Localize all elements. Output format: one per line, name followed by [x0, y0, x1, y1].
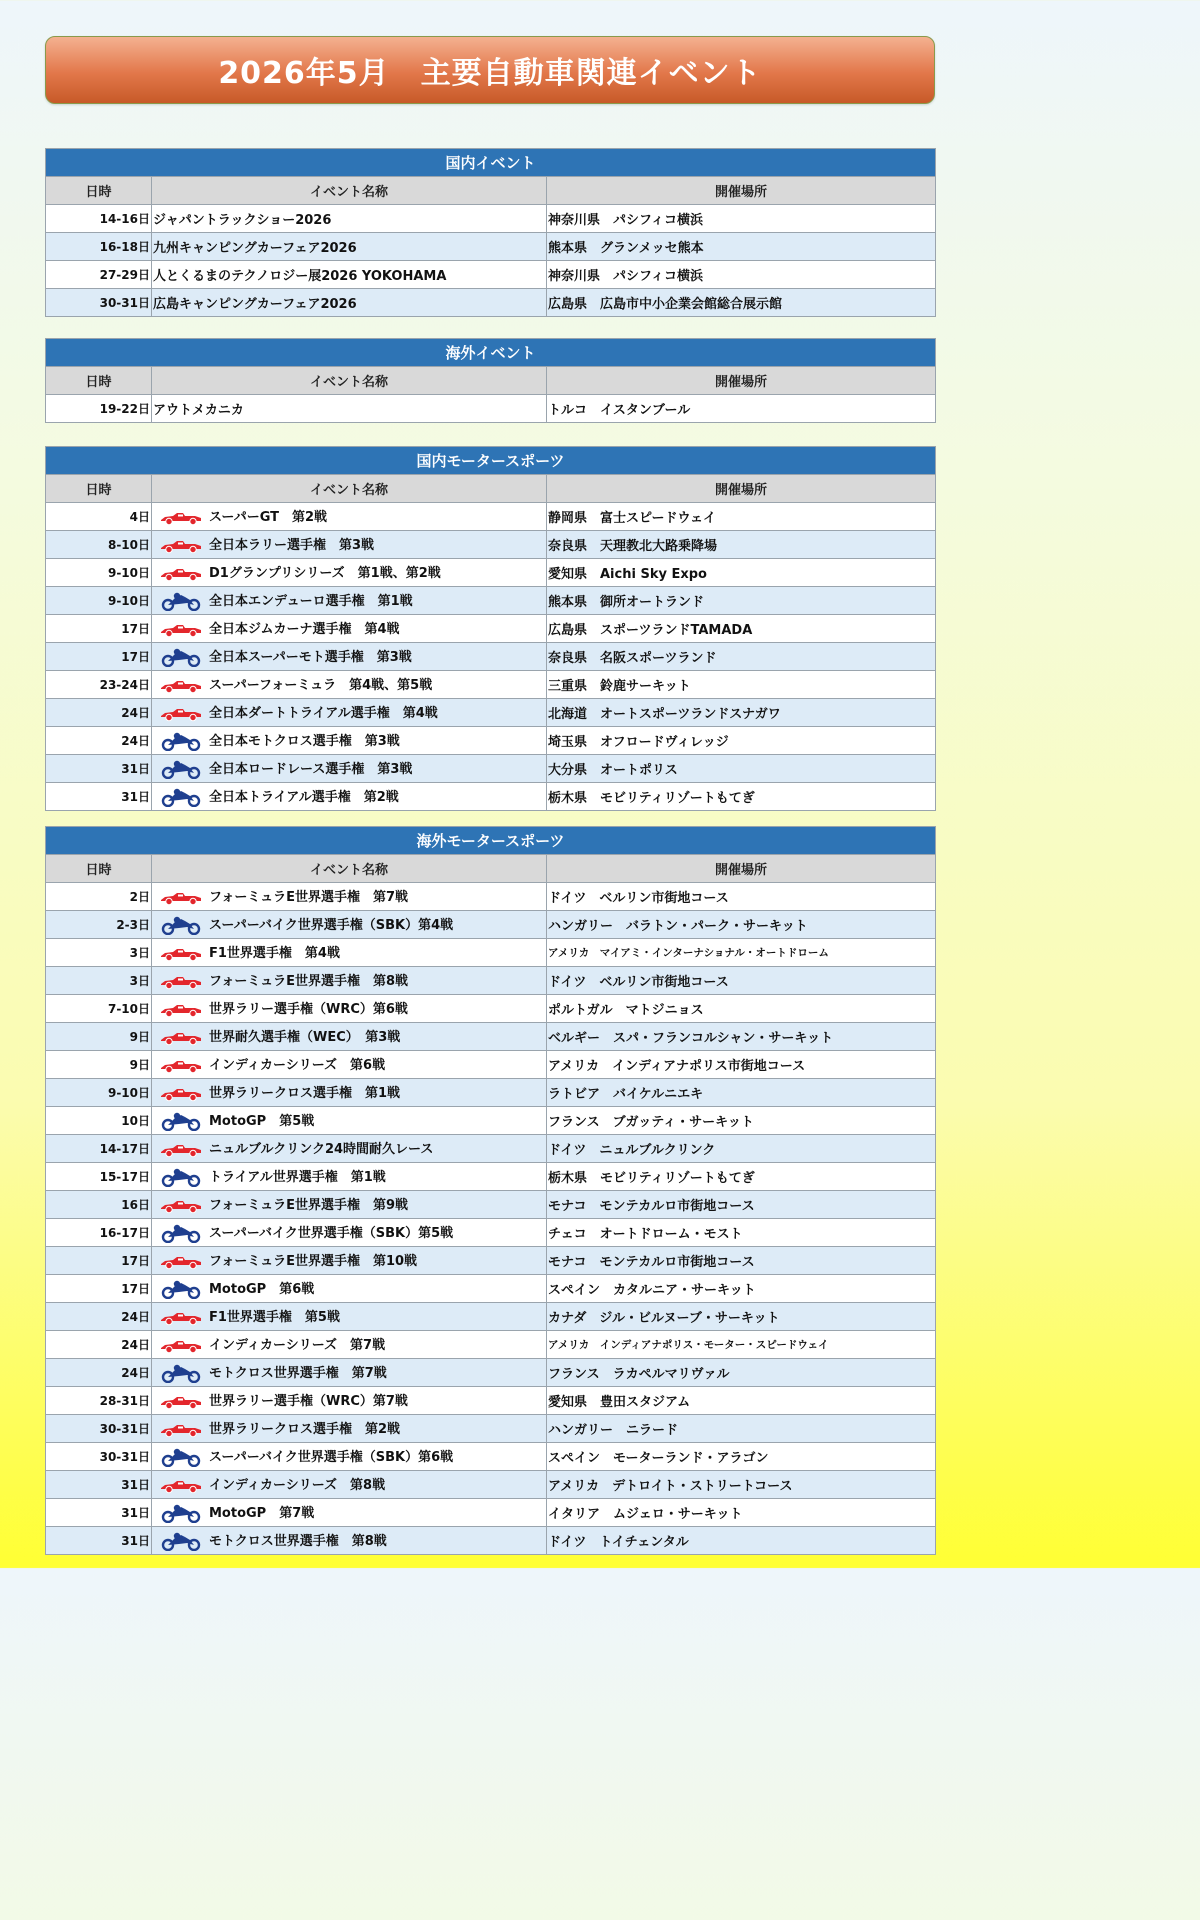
- event-venue: 愛知県 豊田スタジアム: [547, 1387, 936, 1415]
- event-name: スーパーバイク世界選手権（SBK）第6戦: [209, 1449, 454, 1465]
- event-name-cell: [152, 1163, 547, 1191]
- event-date: 3日: [46, 939, 152, 967]
- column-header-name: イベント名称: [152, 177, 547, 205]
- table-row: [46, 1135, 936, 1163]
- event-name: 全日本ジムカーナ選手権 第4戦: [209, 621, 400, 637]
- event-date: 31日: [46, 1499, 152, 1527]
- event-date: 14-16日: [46, 205, 152, 233]
- event-date: 30-31日: [46, 1415, 152, 1443]
- event-name-cell: [152, 205, 547, 233]
- event-name-cell: [152, 699, 547, 727]
- event-name: MotoGP 第5戦: [209, 1113, 315, 1129]
- event-venue: フランス ブガッティ・サーキット: [547, 1107, 936, 1135]
- event-name: インディカーシリーズ 第8戦: [209, 1477, 386, 1493]
- event-name-cell: [152, 233, 547, 261]
- event-name-cell: [152, 1023, 547, 1051]
- event-venue: 神奈川県 パシフィコ横浜: [547, 205, 936, 233]
- table-row: [46, 995, 936, 1023]
- event-name-cell: [152, 1191, 547, 1219]
- event-date: 24日: [46, 1331, 152, 1359]
- table-row: [46, 1499, 936, 1527]
- event-venue: トルコ イスタンブール: [547, 395, 936, 423]
- table-row: [46, 289, 936, 317]
- event-venue: 熊本県 御所オートランド: [547, 587, 936, 615]
- event-venue: フランス ラカペルマリヴァル: [547, 1359, 936, 1387]
- events-table: [45, 446, 936, 811]
- section-title: 国内イベント: [46, 149, 936, 177]
- events-table: [45, 338, 936, 423]
- event-date: 14-17日: [46, 1135, 152, 1163]
- event-venue: ドイツ ベルリン市街地コース: [547, 967, 936, 995]
- event-name: MotoGP 第6戦: [209, 1281, 315, 1297]
- table-row: [46, 643, 936, 671]
- column-header-venue: 開催場所: [547, 855, 936, 883]
- table-row: [46, 911, 936, 939]
- car-icon: [159, 535, 203, 555]
- event-name-cell: [152, 1051, 547, 1079]
- car-icon: [159, 1195, 203, 1215]
- motorcycle-icon: [159, 1503, 203, 1523]
- event-venue: ドイツ ニュルブルクリンク: [547, 1135, 936, 1163]
- table-row: [46, 727, 936, 755]
- column-header-name: イベント名称: [152, 475, 547, 503]
- table-row: [46, 1303, 936, 1331]
- event-name: モトクロス世界選手権 第7戦: [209, 1365, 387, 1381]
- event-name-cell: [152, 395, 547, 423]
- event-name-cell: [152, 1527, 547, 1555]
- event-venue: 栃木県 モビリティリゾートもてぎ: [547, 1163, 936, 1191]
- table-row: [46, 783, 936, 811]
- event-venue: ドイツ トイチェンタル: [547, 1527, 936, 1555]
- event-date: 30-31日: [46, 1443, 152, 1471]
- car-icon: [159, 887, 203, 907]
- event-name-cell: [152, 1107, 547, 1135]
- page-title: 2026年5月 主要自動車関連イベント: [45, 36, 935, 104]
- table-row: [46, 1023, 936, 1051]
- event-name: D1グランプリシリーズ 第1戦、第2戦: [209, 565, 441, 581]
- event-name: スーパーバイク世界選手権（SBK）第5戦: [209, 1225, 454, 1241]
- event-venue: 静岡県 富士スピードウェイ: [547, 503, 936, 531]
- table-row: [46, 1079, 936, 1107]
- event-name: F1世界選手権 第5戦: [209, 1309, 340, 1325]
- event-name: 全日本ラリー選手権 第3戦: [209, 537, 375, 553]
- column-header-date: 日時: [46, 475, 152, 503]
- event-name-cell: [152, 1443, 547, 1471]
- event-date: 9-10日: [46, 559, 152, 587]
- table-row: [46, 261, 936, 289]
- motorcycle-icon: [159, 1167, 203, 1187]
- event-date: 17日: [46, 1275, 152, 1303]
- event-date: 31日: [46, 1527, 152, 1555]
- motorcycle-icon: [159, 1363, 203, 1383]
- event-date: 7-10日: [46, 995, 152, 1023]
- event-name-cell: [152, 1471, 547, 1499]
- event-name: インディカーシリーズ 第6戦: [209, 1057, 386, 1073]
- car-icon: [159, 1335, 203, 1355]
- column-header-venue: 開催場所: [547, 177, 936, 205]
- table-row: [46, 883, 936, 911]
- motorcycle-icon: [159, 647, 203, 667]
- event-date: 15-17日: [46, 1163, 152, 1191]
- event-date: 10日: [46, 1107, 152, 1135]
- event-name-cell: [152, 531, 547, 559]
- event-venue: 愛知県 Aichi Sky Expo: [547, 559, 936, 587]
- car-icon: [159, 971, 203, 991]
- event-name: トライアル世界選手権 第1戦: [209, 1169, 386, 1185]
- table-row: [46, 559, 936, 587]
- event-name: スーパーGT 第2戦: [209, 509, 328, 525]
- event-date: 28-31日: [46, 1387, 152, 1415]
- event-name: フォーミュラE世界選手権 第7戦: [209, 889, 409, 905]
- section-domestic-motorsports: [45, 446, 935, 811]
- event-name: 世界耐久選手権（WEC） 第3戦: [209, 1029, 401, 1045]
- table-row: [46, 1107, 936, 1135]
- event-date: 17日: [46, 615, 152, 643]
- event-venue: ポルトガル マトジニョス: [547, 995, 936, 1023]
- table-row: [46, 205, 936, 233]
- event-name: 世界ラリークロス選手権 第1戦: [209, 1085, 401, 1101]
- event-venue: 三重県 鈴鹿サーキット: [547, 671, 936, 699]
- event-venue: スペイン モーターランド・アラゴン: [547, 1443, 936, 1471]
- event-venue: アメリカ デトロイト・ストリートコース: [547, 1471, 936, 1499]
- event-venue: ハンガリー バラトン・パーク・サーキット: [547, 911, 936, 939]
- car-icon: [159, 1139, 203, 1159]
- motorcycle-icon: [159, 1111, 203, 1131]
- event-name-cell: [152, 587, 547, 615]
- motorcycle-icon: [159, 1279, 203, 1299]
- motorcycle-icon: [159, 1447, 203, 1467]
- car-icon: [159, 1307, 203, 1327]
- event-date: 2-3日: [46, 911, 152, 939]
- table-row: [46, 1275, 936, 1303]
- column-header-venue: 開催場所: [547, 475, 936, 503]
- event-date: 24日: [46, 1359, 152, 1387]
- event-date: 31日: [46, 1471, 152, 1499]
- event-date: 16-17日: [46, 1219, 152, 1247]
- column-header-venue: 開催場所: [547, 367, 936, 395]
- event-name: 人とくるまのテクノロジー展2026 YOKOHAMA: [153, 269, 447, 284]
- event-date: 31日: [46, 755, 152, 783]
- event-venue: ラトビア バイケルニエキ: [547, 1079, 936, 1107]
- event-name-cell: [152, 261, 547, 289]
- car-icon: [159, 1475, 203, 1495]
- event-date: 16日: [46, 1191, 152, 1219]
- event-name: 世界ラリークロス選手権 第2戦: [209, 1421, 401, 1437]
- event-name: 世界ラリー選手権（WRC）第6戦: [209, 1001, 408, 1017]
- car-icon: [159, 1027, 203, 1047]
- event-name: ジャパントラックショー2026: [153, 213, 332, 228]
- event-venue: ベルギー スパ・フランコルシャン・サーキット: [547, 1023, 936, 1051]
- event-name-cell: [152, 883, 547, 911]
- event-venue: 栃木県 モビリティリゾートもてぎ: [547, 783, 936, 811]
- section-title: 海外モータースポーツ: [46, 827, 936, 855]
- event-name: 広島キャンピングカーフェア2026: [153, 297, 357, 312]
- table-row: [46, 587, 936, 615]
- event-name: フォーミュラE世界選手権 第8戦: [209, 973, 409, 989]
- table-row: [46, 699, 936, 727]
- table-row: [46, 615, 936, 643]
- event-venue: アメリカ マイアミ・インターナショナル・オートドローム: [547, 939, 936, 967]
- event-venue: スペイン カタルニア・サーキット: [547, 1275, 936, 1303]
- event-venue: 北海道 オートスポーツランドスナガワ: [547, 699, 936, 727]
- event-date: 2日: [46, 883, 152, 911]
- table-row: [46, 1331, 936, 1359]
- event-name-cell: [152, 1275, 547, 1303]
- event-venue: アメリカ インディアナポリス市街地コース: [547, 1051, 936, 1079]
- table-row: [46, 233, 936, 261]
- table-row: [46, 1359, 936, 1387]
- event-name: 全日本ロードレース選手権 第3戦: [209, 761, 413, 777]
- events-table: [45, 826, 936, 1555]
- event-date: 9-10日: [46, 587, 152, 615]
- table-row: [46, 1387, 936, 1415]
- event-name-cell: [152, 939, 547, 967]
- column-header-date: 日時: [46, 177, 152, 205]
- motorcycle-icon: [159, 915, 203, 935]
- event-name: ニュルブルクリンク24時間耐久レース: [209, 1141, 434, 1157]
- event-venue: カナダ ジル・ビルヌーブ・サーキット: [547, 1303, 936, 1331]
- car-icon: [159, 1419, 203, 1439]
- car-icon: [159, 507, 203, 527]
- event-venue: 埼玉県 オフロードヴィレッジ: [547, 727, 936, 755]
- motorcycle-icon: [159, 1223, 203, 1243]
- section-overseas-events: [45, 338, 935, 423]
- table-row: [46, 531, 936, 559]
- event-name-cell: [152, 1331, 547, 1359]
- event-date: 17日: [46, 1247, 152, 1275]
- event-name-cell: [152, 783, 547, 811]
- event-date: 24日: [46, 699, 152, 727]
- event-name-cell: [152, 995, 547, 1023]
- event-name-cell: [152, 1079, 547, 1107]
- table-row: [46, 1219, 936, 1247]
- event-date: 19-22日: [46, 395, 152, 423]
- event-venue: モナコ モンテカルロ市街地コース: [547, 1191, 936, 1219]
- car-icon: [159, 1083, 203, 1103]
- event-name-cell: [152, 503, 547, 531]
- event-venue: イタリア ムジェロ・サーキット: [547, 1499, 936, 1527]
- event-name-cell: [152, 1387, 547, 1415]
- event-name-cell: [152, 911, 547, 939]
- car-icon: [159, 943, 203, 963]
- event-name: アウトメカニカ: [153, 403, 244, 418]
- event-name-cell: [152, 1415, 547, 1443]
- event-name-cell: [152, 671, 547, 699]
- event-name: MotoGP 第7戦: [209, 1505, 315, 1521]
- event-name: 九州キャンピングカーフェア2026: [153, 241, 357, 256]
- event-name-cell: [152, 643, 547, 671]
- event-date: 9日: [46, 1051, 152, 1079]
- car-icon: [159, 563, 203, 583]
- table-row: [46, 1527, 936, 1555]
- event-name: インディカーシリーズ 第7戦: [209, 1337, 386, 1353]
- table-row: [46, 671, 936, 699]
- car-icon: [159, 1391, 203, 1411]
- motorcycle-icon: [159, 591, 203, 611]
- event-name: 全日本ダートトライアル選手権 第4戦: [209, 705, 438, 721]
- motorcycle-icon: [159, 787, 203, 807]
- event-name-cell: [152, 1359, 547, 1387]
- event-venue: モナコ モンテカルロ市街地コース: [547, 1247, 936, 1275]
- event-name-cell: [152, 1247, 547, 1275]
- event-name: モトクロス世界選手権 第8戦: [209, 1533, 387, 1549]
- event-date: 24日: [46, 1303, 152, 1331]
- event-name: フォーミュラE世界選手権 第10戦: [209, 1253, 418, 1269]
- event-venue: 奈良県 天理教北大路乗降場: [547, 531, 936, 559]
- event-venue: 熊本県 グランメッセ熊本: [547, 233, 936, 261]
- table-row: [46, 1051, 936, 1079]
- event-name: 全日本モトクロス選手権 第3戦: [209, 733, 400, 749]
- car-icon: [159, 1251, 203, 1271]
- event-date: 9日: [46, 1023, 152, 1051]
- event-date: 30-31日: [46, 289, 152, 317]
- event-date: 24日: [46, 727, 152, 755]
- event-date: 16-18日: [46, 233, 152, 261]
- table-row: [46, 1163, 936, 1191]
- event-name-cell: [152, 559, 547, 587]
- event-venue: 神奈川県 パシフィコ横浜: [547, 261, 936, 289]
- section-title: 海外イベント: [46, 339, 936, 367]
- column-header-date: 日時: [46, 855, 152, 883]
- event-venue: ドイツ ベルリン市街地コース: [547, 883, 936, 911]
- car-icon: [159, 1055, 203, 1075]
- car-icon: [159, 675, 203, 695]
- event-name-cell: [152, 1135, 547, 1163]
- event-name: 全日本スーパーモト選手権 第3戦: [209, 649, 412, 665]
- table-row: [46, 939, 936, 967]
- event-name-cell: [152, 1219, 547, 1247]
- event-date: 23-24日: [46, 671, 152, 699]
- table-row: [46, 1415, 936, 1443]
- event-name-cell: [152, 1499, 547, 1527]
- table-row: [46, 1443, 936, 1471]
- table-row: [46, 1191, 936, 1219]
- section-overseas-motorsports: [45, 826, 935, 1555]
- event-name-cell: [152, 1303, 547, 1331]
- event-name: F1世界選手権 第4戦: [209, 945, 340, 961]
- event-date: 31日: [46, 783, 152, 811]
- event-name-cell: [152, 727, 547, 755]
- event-date: 17日: [46, 643, 152, 671]
- table-row: [46, 1471, 936, 1499]
- column-header-date: 日時: [46, 367, 152, 395]
- event-name: フォーミュラE世界選手権 第9戦: [209, 1197, 409, 1213]
- motorcycle-icon: [159, 1531, 203, 1551]
- event-date: 3日: [46, 967, 152, 995]
- table-row: [46, 1247, 936, 1275]
- section-title: 国内モータースポーツ: [46, 447, 936, 475]
- event-venue: チェコ オートドローム・モスト: [547, 1219, 936, 1247]
- event-date: 27-29日: [46, 261, 152, 289]
- event-venue: 広島県 スポーツランドTAMADA: [547, 615, 936, 643]
- motorcycle-icon: [159, 731, 203, 751]
- event-venue: 広島県 広島市中小企業会館総合展示館: [547, 289, 936, 317]
- car-icon: [159, 703, 203, 723]
- column-header-name: イベント名称: [152, 855, 547, 883]
- event-date: 9-10日: [46, 1079, 152, 1107]
- event-name-cell: [152, 289, 547, 317]
- event-name-cell: [152, 967, 547, 995]
- event-name-cell: [152, 615, 547, 643]
- event-date: 8-10日: [46, 531, 152, 559]
- event-name: 全日本トライアル選手権 第2戦: [209, 789, 399, 805]
- event-venue: 大分県 オートポリス: [547, 755, 936, 783]
- event-name: スーパーフォーミュラ 第4戦、第5戦: [209, 677, 433, 693]
- event-name: 世界ラリー選手権（WRC）第7戦: [209, 1393, 408, 1409]
- event-date: 4日: [46, 503, 152, 531]
- event-name: 全日本エンデューロ選手権 第1戦: [209, 593, 413, 609]
- event-venue: ハンガリー ニラード: [547, 1415, 936, 1443]
- events-table: [45, 148, 936, 317]
- event-venue: 奈良県 名阪スポーツランド: [547, 643, 936, 671]
- car-icon: [159, 619, 203, 639]
- car-icon: [159, 999, 203, 1019]
- column-header-name: イベント名称: [152, 367, 547, 395]
- event-venue: アメリカ インディアナポリス・モーター・スピードウェイ: [547, 1331, 936, 1359]
- motorcycle-icon: [159, 759, 203, 779]
- table-row: [46, 503, 936, 531]
- event-name-cell: [152, 755, 547, 783]
- table-row: [46, 395, 936, 423]
- section-domestic-events: [45, 148, 935, 317]
- table-row: [46, 967, 936, 995]
- event-name: スーパーバイク世界選手権（SBK）第4戦: [209, 917, 454, 933]
- table-row: [46, 755, 936, 783]
